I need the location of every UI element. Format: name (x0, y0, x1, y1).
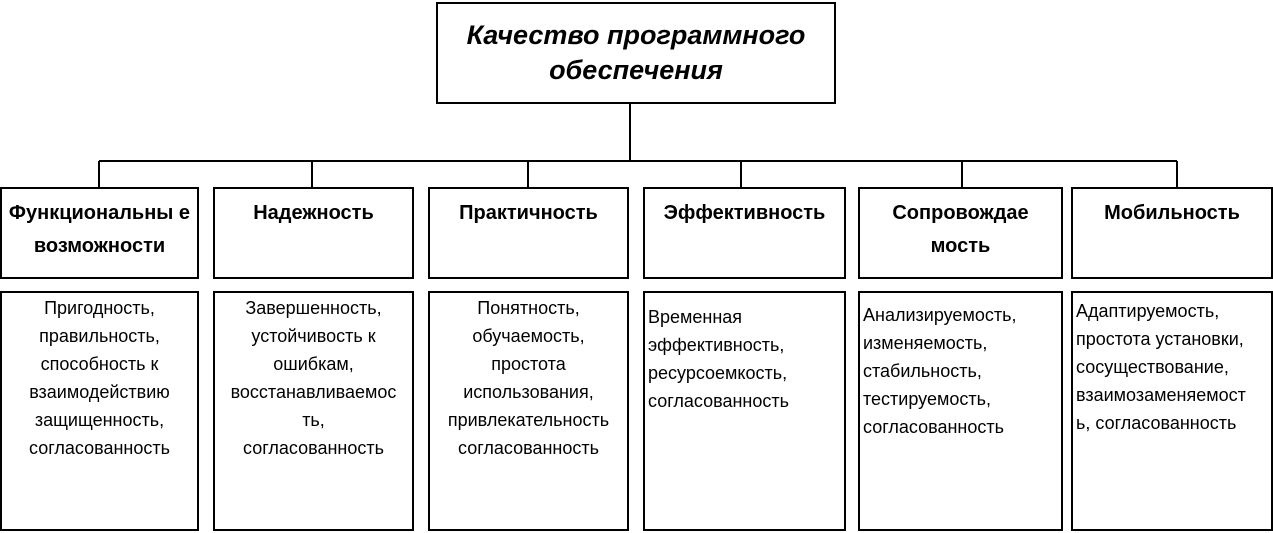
category-header-portability (1071, 187, 1273, 279)
category-header-label: Надежность (253, 202, 374, 224)
category-details-functionality: Пригодность, правильность, способность к взаимодействию защищенность, согласованность (0, 291, 199, 531)
category-header-label: Мобильность (1104, 202, 1240, 224)
root-box (436, 2, 836, 104)
category-header-maintainability (858, 187, 1063, 279)
category-details-maintainability: Анализируемость, изменяемость, стабильность, тестируемость, согласованность (858, 291, 1063, 531)
category-details-efficiency: Временная эффективность, ресурсоемкость, согласованность (643, 291, 846, 531)
category-header-efficiency (643, 187, 846, 279)
category-header-label: Функциональны е возможности (8, 202, 191, 257)
category-header-label: Эффективность (663, 202, 826, 224)
category-details-reliability: Завершенность, устойчивость к ошибкам, восстанавливаемос ть, согласованность (213, 291, 414, 531)
root-title: Качество программного обеспечения (466, 19, 806, 85)
category-header-reliability (213, 187, 414, 279)
category-header-usability (428, 187, 629, 279)
category-details-usability: Понятность, обучаемость, простота использования, привлекательность согласованность (428, 291, 629, 531)
category-header-label: Практичность (459, 202, 598, 224)
category-details-portability: Адаптируемость, простота установки, сосуществование, взаимозаменяемост ь, согласованность (1071, 291, 1273, 531)
category-header-functionality (0, 187, 199, 279)
category-header-label: Сопровождае мость (892, 202, 1029, 257)
